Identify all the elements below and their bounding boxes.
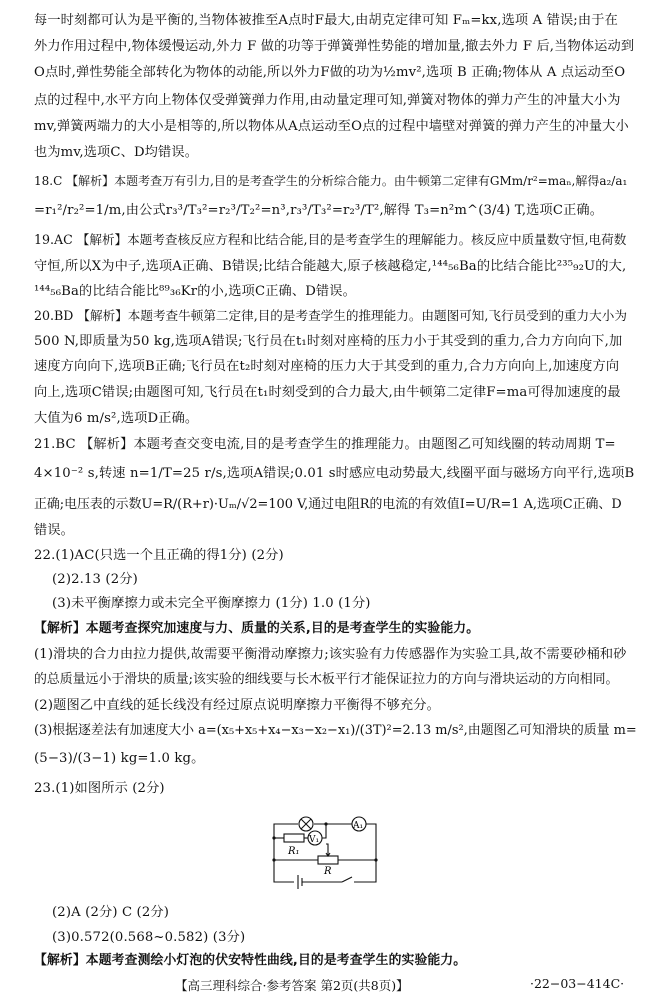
text-line: 守恒,所以X为中子,选项A正确、B错误;比结合能越大,原子核越稳定,¹⁴⁴₅₆Ba的比结合能比²³⁵₉₂U的大,: [34, 259, 627, 274]
text-line: 大值为6 m/s²,选项D正确。: [34, 411, 199, 426]
text-line: 22.(1)AC(只选一个且正确的得1分) (2分): [34, 548, 284, 563]
ammeter-label: A₁: [353, 821, 364, 831]
text-line: 19.AC 【解析】本题考查核反应方程和比结合能,目的是考查学生的理解能力。核反应中质量数守恒,电荷数: [34, 232, 627, 247]
text-line: 4×10⁻² s,转速 n=1/T=25 r/s,选项A错误;0.01 s时感应电动势最大,线圈平面与磁场方向平行,选项B: [34, 466, 635, 481]
text-line: mv,弹簧两端力的大小是相等的,所以物体从A点运动至O点的过程中墙壁对弹簧的弹力产生的冲量大小: [34, 119, 629, 134]
text-line: 向上,选项C错误;由题图可知,飞行员在t₁时刻受到的合力最大,由牛顿第二定律F=ma可得加速度的最: [34, 385, 621, 400]
page-footer: [0, 976, 652, 996]
text-line: (3)未平衡摩擦力或未完全平衡摩擦力 (1分) 1.0 (1分): [52, 596, 371, 611]
text-line: 也为mv,选项C、D均错误。: [34, 145, 199, 160]
r1-label: R₁: [288, 846, 300, 857]
text-line: 点的过程中,水平方向上物体仅受弹簧弹力作用,由动量定理可知,弹簧对物体的弹力产生的冲量大小为: [34, 93, 621, 108]
text-line: =r₁²/r₂²=1/m,由公式r₃³/T₃²=r₂³/T₂²=n³,r₃³/T₃²=r₂³/T²,解得 T₃=n²m^(3/4) T,选项C正确。: [34, 203, 604, 218]
footer-code: ·22−03−414C·: [530, 976, 625, 991]
text-line: (5−3)/(3−1) kg=1.0 kg。: [34, 751, 205, 766]
text-line: (2)2.13 (2分): [52, 572, 138, 587]
circuit-diagram: [268, 816, 386, 890]
text-line: (2)A (2分) C (2分): [52, 905, 170, 920]
text-line: 的总质量远小于滑块的质量;该实验的细线要与长木板平行才能保证拉力的方向与滑块运动的方向相同。: [34, 672, 619, 687]
text-line: (2)题图乙中直线的延长线没有经过原点说明摩擦力平衡得不够充分。: [34, 698, 440, 713]
text-line: 【解析】本题考查测绘小灯泡的伏安特性曲线,目的是考查学生的实验能力。: [34, 953, 467, 968]
text-line: (3)根据逐差法有加速度大小 a=(x₅+x₅+x₄−x₃−x₂−x₁)/(3T)²=2.13 m/s²,由题图乙可知滑块的质量 m=: [34, 723, 637, 738]
text-line: 20.BD 【解析】本题考查牛顿第二定律,目的是考查学生的推理能力。由题图可知,飞行员受到的重力大小为: [34, 308, 627, 323]
text-line: 【解析】本题考查探究加速度与力、质量的关系,目的是考查学生的实验能力。: [34, 621, 480, 636]
text-line: 23.(1)如图所示 (2分): [34, 781, 165, 796]
text-line: 每一时刻都可认为是平衡的,当物体被推至A点时F最大,由胡克定律可知 Fₘ=kx,选项 A 错误;由于在: [34, 13, 618, 28]
text-line: 错误。: [34, 523, 75, 538]
voltmeter-label: V₁: [309, 835, 320, 845]
r-label: R: [324, 866, 332, 877]
text-line: (3)0.572(0.568~0.582) (3分): [52, 930, 246, 945]
footer-title: 【高三理科综合·参考答案 第2页(共8页)】: [175, 978, 409, 993]
text-line: 速度方向向下,选项B正确;飞行员在t₂时刻对座椅的压力大于其受到的重力,合力方向向上,加速度方向: [34, 359, 620, 374]
text-line: 18.C 【解析】本题考查万有引力,目的是考查学生的分析综合能力。由牛顿第二定律有GMm/r²=maₙ,解得a₂/a₁: [34, 174, 628, 188]
text-line: 500 N,即质量为50 kg,选项A错误;飞行员在t₁时刻对座椅的压力小于其受到的重力,合力方向向下,加: [34, 334, 623, 349]
text-line: 正确;电压表的示数U=R/(R+r)·Uₘ/√2=100 V,通过电阻R的电流的有效值I=U/R=1 A,选项C正确、D: [34, 497, 622, 512]
text-line: 21.BC 【解析】本题考查交变电流,目的是考查学生的推理能力。由题图乙可知线圈的转动周期 T=: [34, 437, 616, 452]
text-line: ¹⁴⁴₅₆Ba的比结合能比⁸⁹₃₆Kr的小,选项C正确、D错误。: [34, 284, 356, 299]
text-line: O点时,弹性势能全部转化为物体的动能,所以外力F做的功为½mv²,选项 B 正确;物体从 A 点运动至O: [34, 65, 626, 80]
text-line: (1)滑块的合力由拉力提供,故需要平衡滑动摩擦力;该实验有力传感器作为实验工具,故不需要砂桶和砂: [34, 647, 627, 662]
text-line: 外力作用过程中,物体缓慢运动,外力 F 做的功等于弹簧弹性势能的增加量,撤去外力 F 后,当物体运动到: [34, 39, 635, 54]
